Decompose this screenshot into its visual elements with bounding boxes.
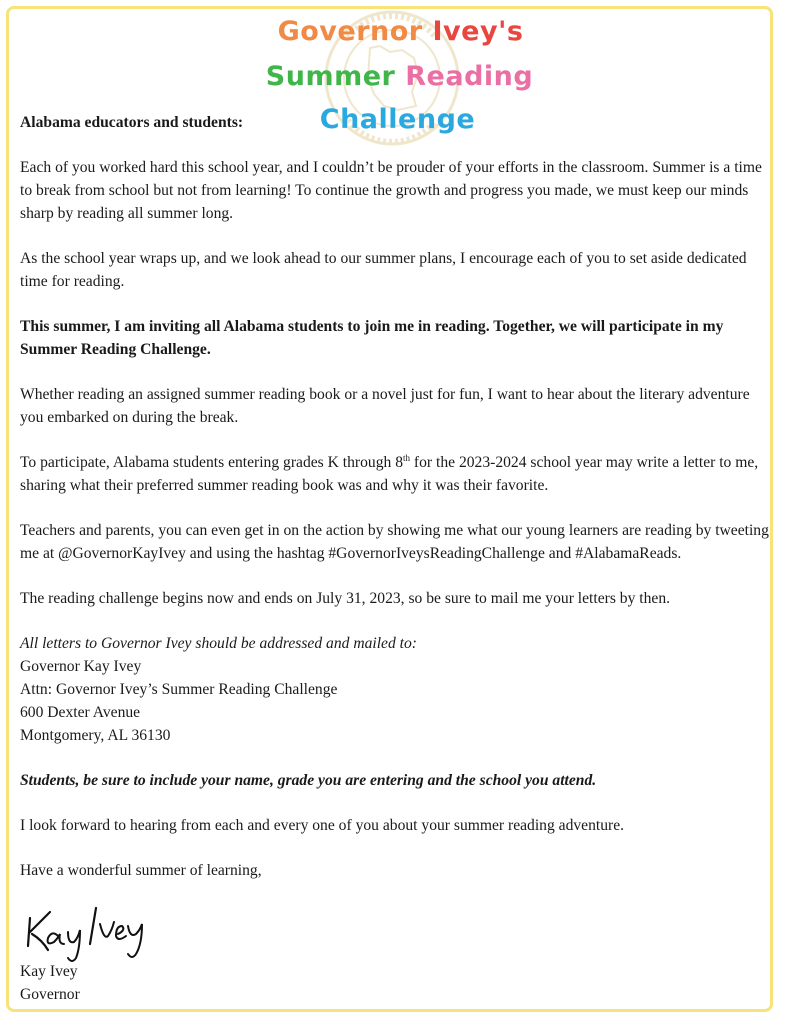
- title-line-2: [4, 61, 791, 92]
- participate-text-b: for the 2023-2024 school year may write a letter to me, sharing what their preferred summer reading book was and why it was their favorite.: [20, 454, 759, 494]
- signer-name: Kay Ivey: [20, 963, 78, 980]
- paragraph-invitation: This summer, I am inviting all Alabama students to join me in reading. Together, we will participate in my Summer Reading Challenge.: [20, 318, 724, 358]
- closing: Have a wonderful summer of learning,: [20, 862, 262, 879]
- title-reading: Reading: [405, 61, 534, 92]
- paragraph-students-note: Students, be sure to include your name, grade you are entering and the school you attend.: [20, 772, 597, 789]
- signoff: [20, 960, 80, 1006]
- address-line-3: 600 Dexter Avenue: [20, 704, 141, 721]
- signer-title: Governor: [20, 986, 80, 1003]
- title-iveys: Ivey's: [432, 16, 524, 47]
- letter-body: [20, 111, 772, 904]
- paragraph-reading-choice: Whether reading an assigned summer reading book or a novel just for fun, I want to hear about the literary adventure you embarked on during the break.: [20, 386, 750, 426]
- address-intro: All letters to Governor Ivey should be addressed and mailed to:: [20, 635, 417, 652]
- paragraph-deadline: The reading challenge begins now and ends on July 31, 2023, so be sure to mail me your letters by then.: [20, 590, 671, 607]
- paragraph-social: Teachers and parents, you can even get in on the action by showing me what our young learners are reading by tweeting me at @GovernorKayIvey and using the hashtag #GovernorIveysReadingChallenge and #AlabamaReads.: [20, 522, 769, 562]
- address-line-2: Attn: Governor Ivey’s Summer Reading Challenge: [20, 681, 338, 698]
- participate-text-a: To participate, Alabama students entering grades K through 8: [20, 454, 404, 471]
- title-governor: Governor: [277, 16, 423, 47]
- salutation: Alabama educators and students:: [20, 114, 244, 131]
- paragraph-participate: [20, 451, 772, 497]
- paragraph-intro: Each of you worked hard this school year, and I couldn’t be prouder of your efforts in the classroom. Summer is a time to break from school but not from learning! To continue the growth and progress you made, we must keep our minds sharp by reading all summer long.: [20, 159, 762, 222]
- handwritten-signature: [18, 900, 148, 966]
- mailing-address: [20, 632, 772, 747]
- title-line-1: [5, 16, 791, 47]
- address-line-1: Governor Kay Ivey: [20, 658, 142, 675]
- paragraph-encourage: As the school year wraps up, and we look ahead to our summer plans, I encourage each of you to set aside dedicated time for reading.: [20, 250, 747, 290]
- title-challenge: Challenge: [319, 104, 476, 135]
- paragraph-look-forward: I look forward to hearing from each and every one of you about your summer reading adventure.: [20, 817, 625, 834]
- title-summer: Summer: [265, 61, 396, 92]
- participate-superscript: th: [403, 452, 411, 463]
- address-line-4: Montgomery, AL 36130: [20, 727, 171, 744]
